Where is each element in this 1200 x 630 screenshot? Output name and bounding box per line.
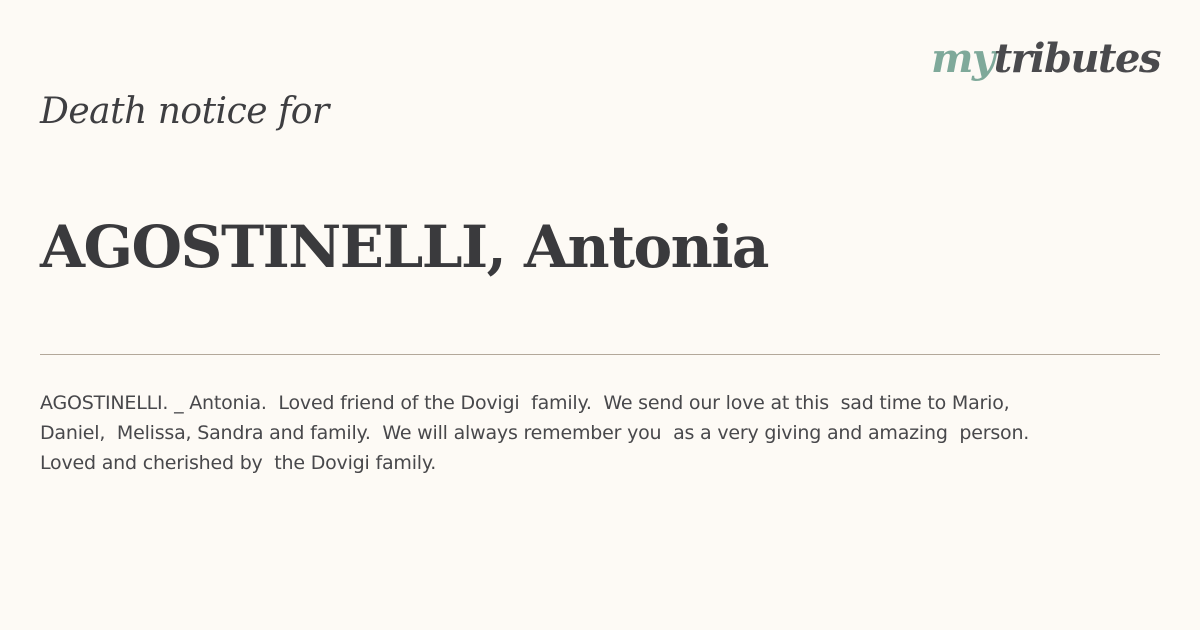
section-divider <box>40 354 1160 355</box>
notice-subtitle: Death notice for <box>40 91 329 132</box>
mytributes-logo[interactable] <box>931 34 1160 84</box>
logo-my-text: my <box>931 35 994 82</box>
notice-body: AGOSTINELLI. _ Antonia. Loved friend of the Dovigi family. We send our love at this sad time to Mario, Daniel, Melissa, Sandra and family. We will always remember you as a very giving and amazing person. Loved and cherished by the Dovigi family. <box>40 392 1030 474</box>
logo-tributes-text: tributes <box>993 35 1160 82</box>
deceased-name: AGOSTINELLI, Antonia <box>40 213 768 281</box>
